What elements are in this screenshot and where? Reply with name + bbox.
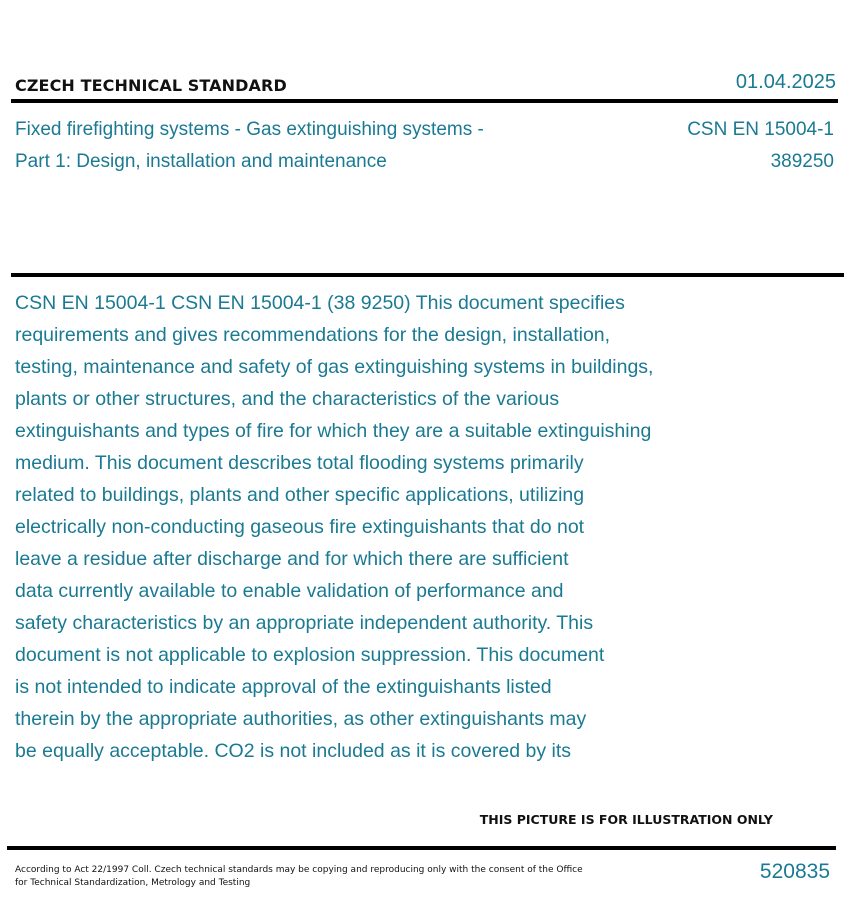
document-title: Fixed firefighting systems - Gas extinguishing systems - Part 1: Design, installation and maintenance: [15, 119, 484, 172]
legal-notice: According to Act 22/1997 Coll. Czech technical standards may be copying and reproducing only with the consent of the Office for Technical Standardization, Metrology and Testing: [15, 865, 583, 888]
standard-type-label: CZECH TECHNICAL STANDARD: [15, 76, 287, 95]
abstract-text: CSN EN 15004-1 CSN EN 15004-1 (38 9250) This document specifies requirements and gives recommendations for the design, installation, testing, maintenance and safety of gas extinguishing systems in buildings, plants or other structures, and the characteristics of the various extinguishants and types of fire for which they are a suitable extinguishing medium. This document describes total flooding systems primarily related to buildings, plants and other specific applications, utilizing electrically non-conducting gaseous fire extinguishants that do not leave a residue after discharge and for which there are sufficient data currently available to enable validation of performance and safety characteristics by an appropriate independent authority. This document is not applicable to explosion suppression. This document is not intended to indicate approval of the extinguishants listed therein by the appropriate authorities, as other extinguishants may be equally acceptable. CO2 is not included as it is covered by its: [15, 292, 654, 762]
publication-date: 01.04.2025: [735, 71, 836, 93]
footer-divider: [7, 846, 836, 850]
document-id: 520835: [759, 860, 830, 883]
title-divider: [11, 273, 844, 277]
class-number: 389250: [770, 151, 834, 172]
illustration-notice: THIS PICTURE IS FOR ILLUSTRATION ONLY: [479, 812, 773, 827]
header-divider: [11, 99, 838, 103]
document-code-block: [687, 114, 834, 178]
standard-code: CSN EN 15004-1: [687, 119, 834, 140]
